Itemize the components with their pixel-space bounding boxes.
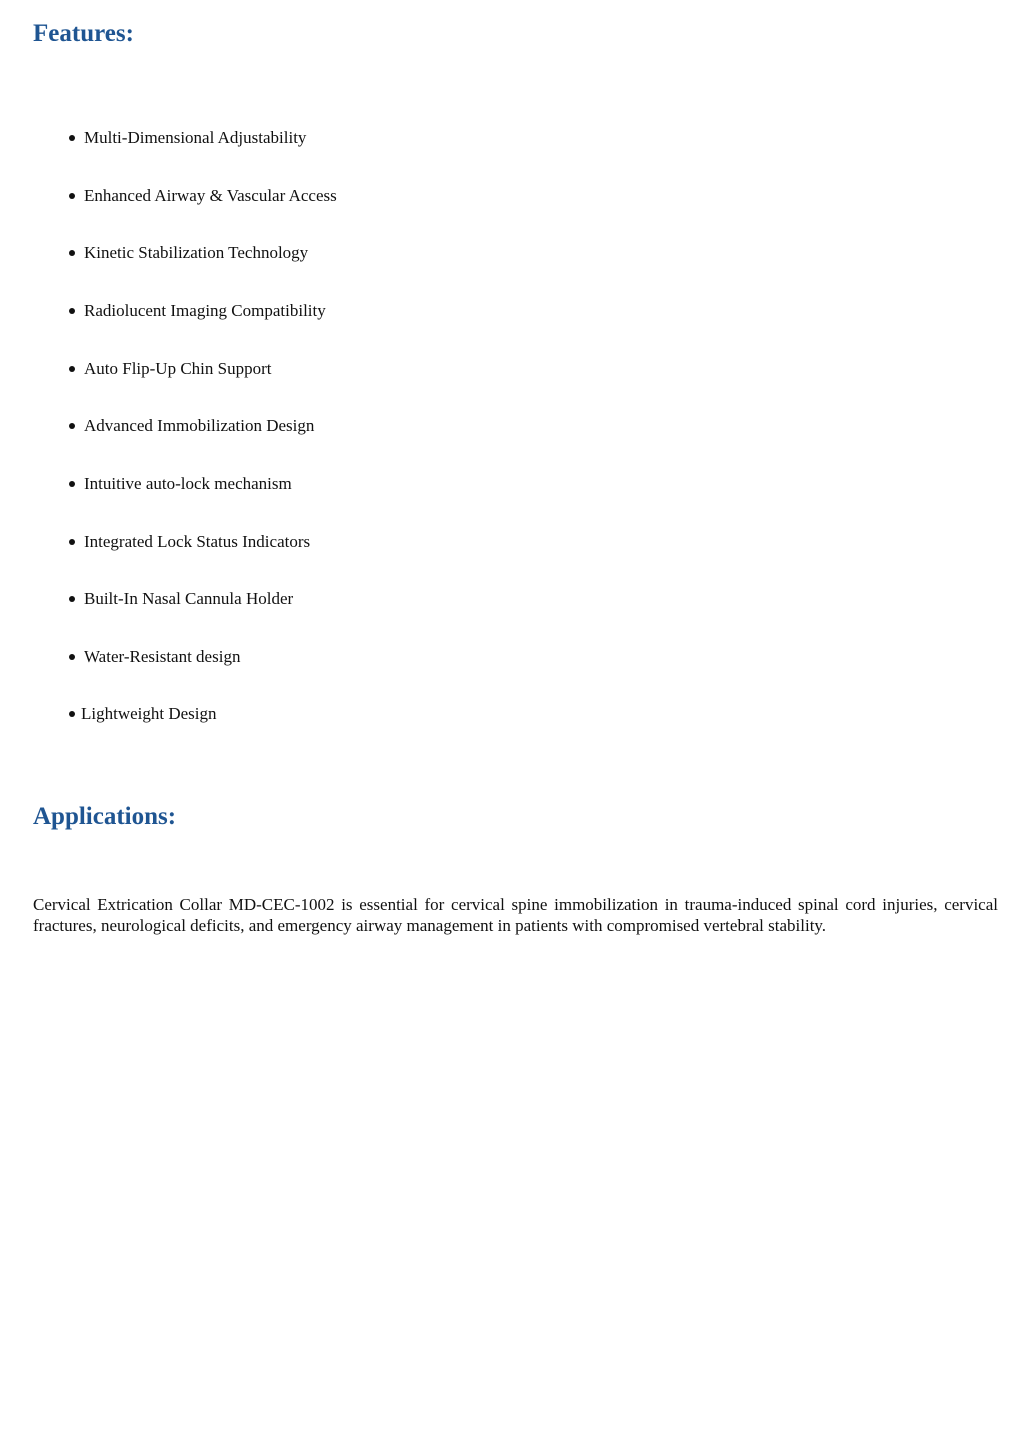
list-item (66, 646, 240, 668)
bullet-icon (69, 711, 75, 717)
bullet-icon (69, 135, 75, 141)
list-item (66, 127, 306, 149)
bullet-icon (69, 654, 75, 660)
list-item (66, 358, 272, 380)
list-item (66, 473, 292, 495)
list-item (66, 242, 308, 264)
bullet-icon (69, 193, 75, 199)
bullet-icon (69, 539, 75, 545)
feature-label: Lightweight Design (81, 704, 217, 723)
list-item (66, 703, 217, 725)
list-item (66, 531, 310, 553)
feature-label: Auto Flip-Up Chin Support (84, 359, 272, 378)
feature-label: Enhanced Airway & Vascular Access (84, 186, 337, 205)
list-item (66, 185, 337, 207)
applications-heading: Applications: (33, 803, 177, 830)
bullet-icon (69, 481, 75, 487)
feature-label: Intuitive auto-lock mechanism (84, 474, 292, 493)
bullet-icon (69, 596, 75, 602)
bullet-icon (69, 250, 75, 256)
feature-label: Radiolucent Imaging Compatibility (84, 301, 326, 320)
list-item (66, 588, 293, 610)
feature-label: Integrated Lock Status Indicators (84, 532, 311, 551)
feature-label: Water-Resistant design (84, 647, 241, 666)
feature-label: Multi-Dimensional Adjustability (84, 128, 307, 147)
feature-label: Advanced Immobilization Design (84, 416, 315, 435)
feature-label: Kinetic Stabilization Technology (84, 243, 309, 262)
list-item (66, 300, 326, 322)
features-heading: Features: (33, 20, 134, 47)
applications-paragraph: Cervical Extrication Collar MD-CEC-1002 is essential for cervical spine immobilization in trauma-induced spinal cord injuries, cervical fractures, neurological deficits, and emergency airway management in patients with compromised vertebral stability. (33, 895, 998, 935)
bullet-icon (69, 423, 75, 429)
list-item (66, 415, 314, 437)
feature-label: Built-In Nasal Cannula Holder (84, 589, 294, 608)
bullet-icon (69, 366, 75, 372)
bullet-icon (69, 308, 75, 314)
